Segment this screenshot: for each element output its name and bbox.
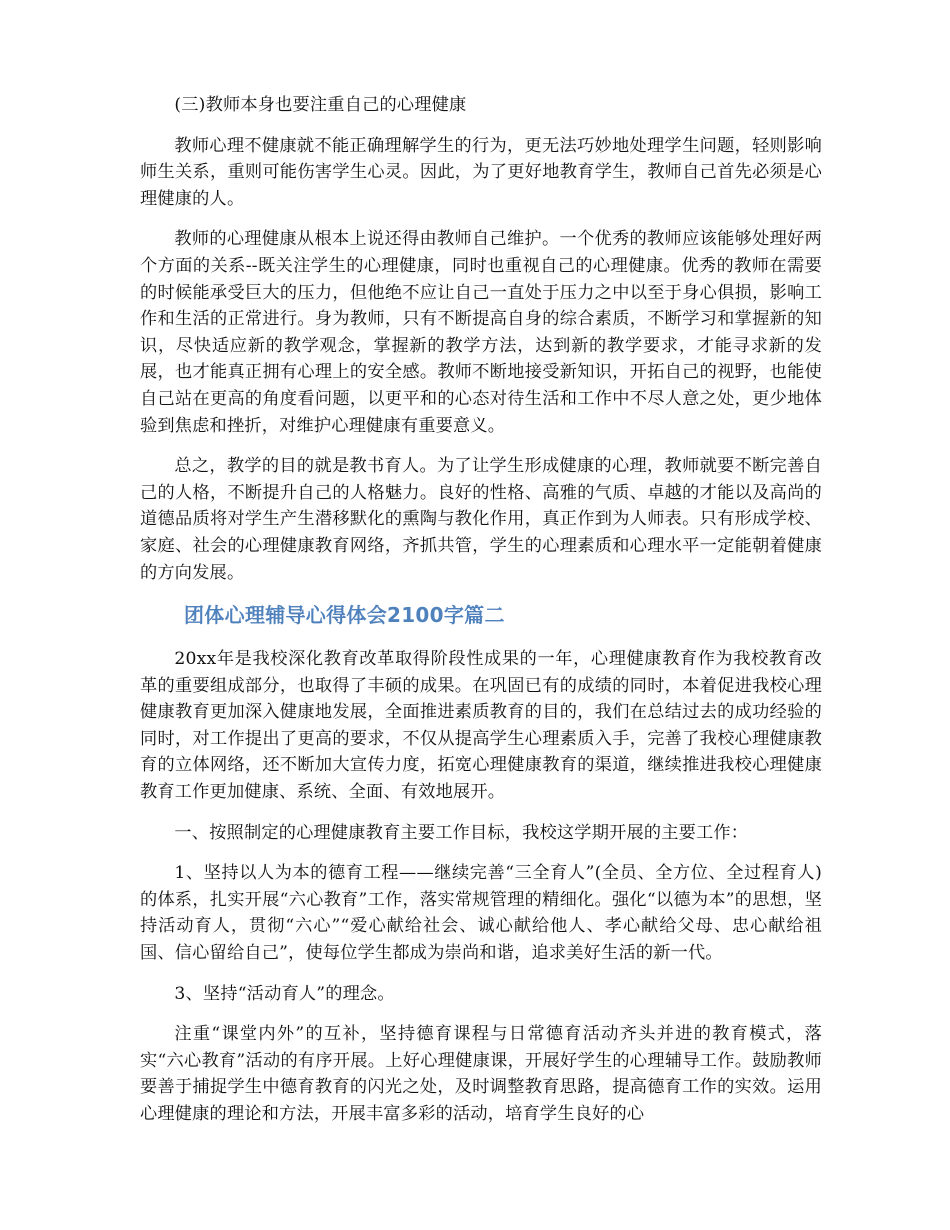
- body-paragraph: 3、坚持“活动育人”的理念。: [174, 983, 395, 1004]
- body-paragraph: 教师的心理健康从根本上说还得由教师自己维护。一个优秀的教师应该能够处理好两个方面的关系--既关注学生的心理健康，同时也重视自己的心理健康。优秀的教师在需要的时候能承受巨大的压力，但他绝不应让自己一直处于压力之中以至于身心俱损，影响工作和生活的正常进行。身为教师，只有不断提高自身的综合素质，不断学习和掌握新的知识，尽快适应新的教学观念，掌握新的教学方法，达到新的教学要求，才能寻求新的发展，也才能真正拥有心理上的安全感。教师不断地接受新知识，开拓自己的视野，也能使自己站在更高的角度看问题，以更平和的心态对待生活和工作中不尽人意之处，更少地体验到焦虑和挫折，对维护心理健康有重要意义。: [140, 229, 822, 436]
- body-paragraph: 教师心理不健康就不能正确理解学生的行为，更无法巧妙地处理学生问题，轻则影响师生关系，重则可能伤害学生心灵。因此，为了更好地教育学生，教师自己首先必须是心理健康的人。: [140, 135, 822, 209]
- body-paragraph: 1、坚持以人为本的德育工程——继续完善“三全育人”(全员、全方位、全过程育人)的体系，扎实开展“六心教育”工作，落实常规管理的精细化。强化“以德为本”的思想，坚持活动育人，贯彻“六心”“爱心献给社会、诚心献给他人、孝心献给父母、忠心献给祖国、信心留给自己”，使每位学生都成为崇尚和谐，追求美好生活的新一代。: [140, 863, 822, 964]
- section-subheading: (三)教师本身也要注重自己的心理健康: [174, 95, 467, 115]
- section-heading: 团体心理辅导心得体会2100字篇二: [184, 603, 505, 628]
- body-paragraph: 一、按照制定的心理健康教育主要工作目标，我校这学期开展的主要工作：: [174, 822, 749, 843]
- body-paragraph: 注重“课堂内外”的互补，坚持德育课程与日常德育活动齐头并进的教育模式，落实“六心教育”活动的有序开展。上好心理健康课，开展好学生的心理辅导工作。鼓励教师要善于捕捉学生中德育教育的闪光之处，及时调整教育思路，提高德育工作的实效。运用心理健康的理论和方法，开展丰富多彩的活动，培育学生良好的心: [140, 1024, 822, 1124]
- body-paragraph: 20xx年是我校深化教育改革取得阶段性成果的一年，心理健康教育作为我校教育改革的重要组成部分，也取得了丰硕的成果。在巩固已有的成绩的同时，本着促进我校心理健康教育更加深入健康地发展，全面推进素质教育的目的，我们在总结过去的成功经验的同时，对工作提出了更高的要求，不仅从提高学生心理素质入手，完善了我校心理健康教育的立体网络，还不断加大宣传力度，拓宽心理健康教育的渠道，继续推进我校心理健康教育工作更加健康、系统、全面、有效地展开。: [140, 649, 822, 803]
- body-paragraph: 总之，教学的目的就是教书育人。为了让学生形成健康的心理，教师就要不断完善自己的人格，不断提升自己的人格魅力。良好的性格、高雅的气质、卓越的才能以及高尚的道德品质将对学生产生潜移默化的熏陶与教化作用，真正作到为人师表。只有形成学校、家庭、社会的心理健康教育网络，齐抓共管，学生的心理素质和心理水平一定能朝着健康的方向发展。: [140, 456, 822, 583]
